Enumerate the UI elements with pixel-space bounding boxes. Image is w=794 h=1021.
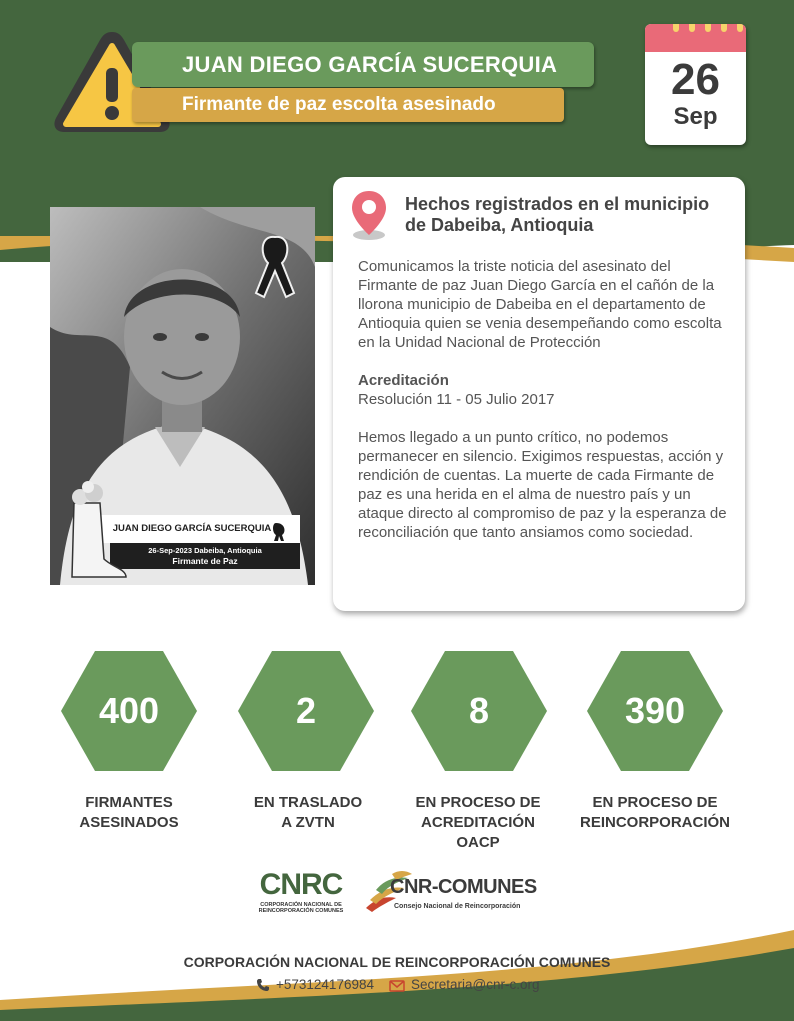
email-contact	[389, 977, 540, 992]
news-paragraph: Comunicamos la triste noticia del asesinato del Firmante de paz Juan Diego García en el cañón de la llorona municipio de Dabeiba en el departamento de Antioquia quien se venia desempeñando como escolta en la Unidad Nacional de Protección	[358, 258, 722, 351]
calendar-header	[645, 24, 746, 52]
cnrc-logo	[255, 870, 347, 920]
stat-label-3	[393, 793, 563, 853]
stat-label-1	[44, 793, 214, 833]
stat-label-2-line1: EN TRASLADO	[253, 794, 363, 811]
cnrc-logo-text: CNRC	[259, 868, 343, 901]
date-calendar	[645, 24, 746, 145]
accreditation-value: Resolución 11 - 05 Julio 2017	[358, 391, 555, 408]
calendar-month: Sep	[673, 103, 718, 130]
event-info-card	[333, 177, 745, 611]
cnrc-logo-sub2: REINCORPORACIÓN COMUNES	[258, 908, 344, 914]
stat-label-4	[570, 793, 740, 833]
subtitle-text: Firmante de paz escolta asesinado	[182, 94, 496, 115]
calendar-day: 26	[671, 55, 720, 104]
photo-caption-date: 26-Sep-2023 Dabeiba, Antioquia	[148, 546, 262, 555]
statement-paragraph: Hemos llegado a un punto crítico, no podemos permanecer en silencio. Exigimos respuestas, acción y rendición de cuentas. La muerte de cada Firmante de paz es una herida en el alma de nuestro país y un ataque directo al compromiso de paz y la esperanza de reconciliación que tanto ansiamos como sociedad.	[358, 429, 727, 541]
card-title: Hechos registrados en el municipio de Dabeiba, Antioquia	[405, 194, 710, 235]
cnr-comunes-logo-text: CNR-COMUNES	[390, 876, 537, 898]
accreditation-block	[358, 371, 730, 409]
location-pin-icon	[349, 189, 389, 241]
stat-label-3-line2: ACREDITACIÓN	[421, 814, 535, 831]
stat-label-1-line1: FIRMANTES	[85, 794, 173, 811]
phone-number: +573124176984	[276, 977, 374, 992]
stat-label-2-line2: A ZVTN	[281, 814, 335, 831]
stat-label-3-line1: EN PROCESO DE	[415, 794, 541, 811]
portrait-photo	[50, 207, 315, 585]
stat-value-1: 400	[98, 690, 160, 731]
cnrc-logo-sub1: CORPORACIÓN NACIONAL DE	[260, 902, 342, 908]
phone-contact	[256, 977, 374, 992]
phone-icon	[256, 978, 270, 992]
person-name: JUAN DIEGO GARCÍA SUCERQUIA	[182, 51, 558, 77]
subtitle-banner	[132, 88, 564, 122]
photo-caption-name: JUAN DIEGO GARCÍA SUCERQUIA	[112, 523, 272, 534]
stat-label-2	[223, 793, 393, 833]
stat-label-1-line2: ASESINADOS	[79, 814, 179, 831]
envelope-icon	[389, 978, 405, 992]
person-name-banner	[132, 42, 594, 87]
stat-label-3-line3: OACP	[456, 834, 500, 851]
stat-value-4: 390	[624, 690, 686, 731]
footer-organization: CORPORACIÓN NACIONAL DE REINCORPORACIÓN COMUNES	[183, 954, 611, 970]
stat-label-4-line2: REINCORPORACIÓN	[579, 814, 730, 831]
cnr-comunes-logo	[362, 866, 540, 922]
stat-value-3: 8	[468, 690, 490, 731]
card-body	[358, 257, 730, 561]
photo-caption-role: Firmante de Paz	[172, 556, 238, 566]
cnr-comunes-logo-sub: Consejo Nacional de Reincorporación	[394, 903, 521, 910]
accreditation-label: Acreditación	[358, 372, 449, 389]
stat-value-2: 2	[295, 690, 317, 731]
email-address: Secretaria@cnr-c.org	[411, 977, 540, 992]
stat-label-4-line1: EN PROCESO DE	[592, 794, 718, 811]
